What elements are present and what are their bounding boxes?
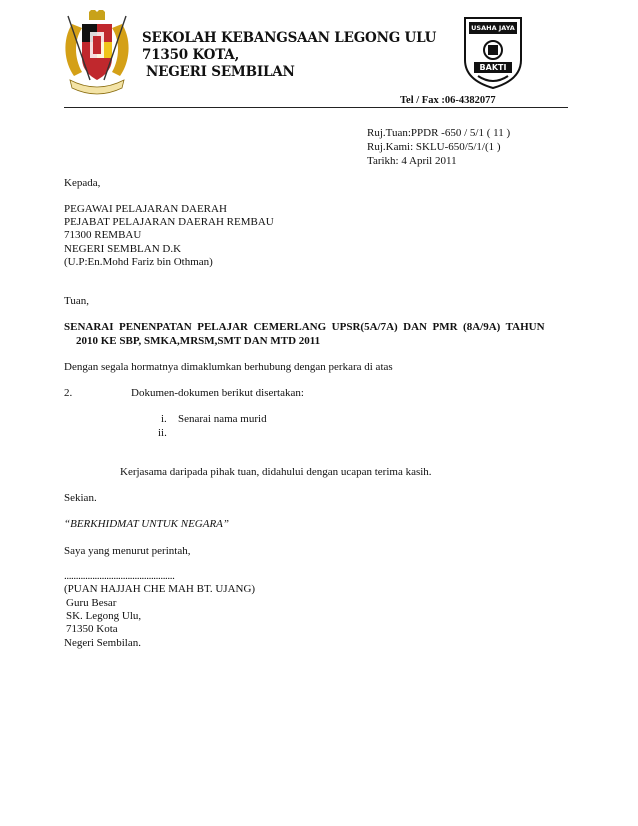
motto: “BERKHIDMAT UNTUK NEGARA” — [64, 518, 230, 530]
intro-paragraph: Dengan segala hormatnya dimaklumkan berhubung dengan perkara di atas — [64, 361, 393, 373]
ruj-kami: Ruj.Kami: SKLU-650/5/1/(1 ) — [367, 141, 501, 153]
salutation: Tuan, — [64, 295, 89, 307]
badge-motto-top: USAHA JAYA — [471, 24, 515, 32]
recipient-line-4: NEGERI SEMBLAN D.K — [64, 243, 182, 255]
item-number: 2. — [64, 387, 73, 399]
school-badge-icon — [462, 14, 524, 90]
signatory-name: (PUAN HAJJAH CHE MAH BT. UJANG) — [64, 583, 256, 595]
list-marker-i: i. — [161, 413, 167, 425]
list-marker-ii: ii. — [158, 427, 167, 439]
by-order: Saya yang menurut perintah, — [64, 545, 191, 557]
signature-dots: ............................................... — [64, 570, 175, 582]
item-text: Dokumen-dokumen berikut disertakan: — [131, 387, 304, 399]
tel-fax: Tel / Fax :06-4382077 — [400, 95, 496, 106]
recipient-line-1: PEGAWAI PELAJARAN DAERAH — [64, 203, 227, 215]
school-state: NEGERI SEMBILAN — [146, 64, 295, 80]
signatory-title: Guru Besar — [66, 597, 117, 609]
ruj-tuan: Ruj.Tuan:PPDR -650 / 5/1 ( 11 ) — [367, 127, 511, 139]
school-postcode-city: 71350 KOTA, — [142, 47, 240, 63]
thanks-paragraph: Kerjasama daripada pihak tuan, didahului dengan ucapan terima kasih. — [120, 466, 432, 478]
signatory-city: 71350 Kota — [66, 623, 118, 635]
recipient-attention: (U.P:En.Mohd Fariz bin Othman) — [64, 256, 213, 268]
badge-motto-bottom: BAKTI — [479, 63, 507, 72]
subject-line-1: SENARAI PENENPATAN PELAJAR CEMERLANG UPSR(5A/7A) DAN PMR (8A/9A) TAHUN — [64, 321, 545, 333]
recipient-line-3: 71300 REMBAU — [64, 229, 142, 241]
signatory-school: SK. Legong Ulu, — [66, 610, 142, 622]
school-name: SEKOLAH KEBANGSAAN LEGONG ULU — [142, 30, 437, 46]
recipient-line-2: PEJABAT PELAJARAN DAERAH REMBAU — [64, 216, 274, 228]
closing: Sekian. — [64, 492, 97, 504]
signatory-state: Negeri Sembilan. — [64, 637, 141, 649]
kepada: Kepada, — [64, 177, 101, 189]
negeri-sembilan-crest-icon — [62, 10, 132, 96]
list-item-i: Senarai nama murid — [178, 413, 267, 425]
letterhead-divider — [64, 107, 568, 108]
letter-date: Tarikh: 4 April 2011 — [367, 155, 457, 167]
subject-line-2: 2010 KE SBP, SMKA,MRSM,SMT DAN MTD 2011 — [76, 335, 321, 347]
